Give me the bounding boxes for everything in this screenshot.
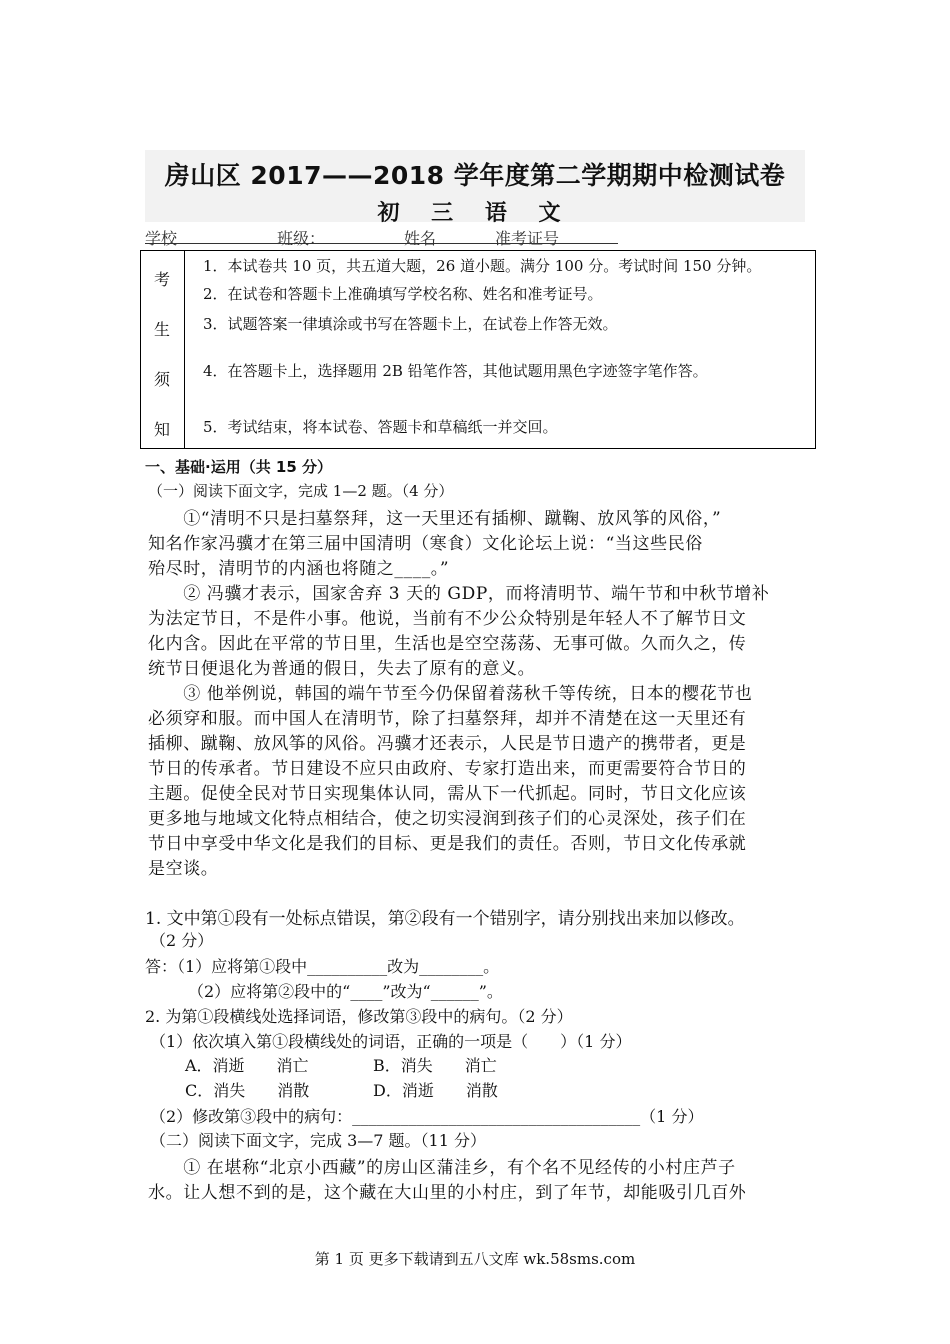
- notice-item: 5．考试结束，将本试卷、答题卡和草稿纸一并交回。: [203, 418, 558, 436]
- passage-line: ② 冯骥才表示，国家舍弃 3 天的 GDP，而将清明节、端午节和中秋节增补: [148, 584, 770, 604]
- part-intro: （二）阅读下面文字，完成 3—7 题。（11 分）: [150, 1131, 486, 1150]
- passage-line: 知名作家冯骥才在第三届中国清明（寒食）文化论坛上说：“当这些民俗: [148, 534, 703, 554]
- question-2-sub-1: （1）依次填入第①段横线处的词语，正确的一项是（ ）（1 分）: [150, 1032, 632, 1051]
- notice-char: 生: [153, 320, 170, 339]
- question-1: 1. 文中第①段有一处标点错误，第②段有一个错别字，请分别找出来加以修改。: [145, 909, 745, 929]
- passage-line: 水。让人想不到的是，这个藏在大山里的小村庄，到了年节，却能吸引几百外: [148, 1183, 747, 1203]
- passage-line: 殆尽时，清明节的内涵也将随之____。”: [148, 559, 450, 579]
- part-intro: （一）阅读下面文字，完成 1—2 题。（4 分）: [148, 482, 454, 500]
- passage-line: 统节日便退化为普通的假日，失去了原有的意义。: [148, 659, 536, 679]
- passage-line: 主题。促使全民对节日实现集体认同，需从下一代抓起。同时，节日文化应该: [148, 784, 747, 804]
- exam-title: 房山区 2017——2018 学年度第二学期期中检测试卷: [164, 161, 786, 190]
- passage-line: ① 在堪称“北京小西藏”的房山区蒲洼乡，有个名不见经传的小村庄芦子: [148, 1158, 736, 1178]
- name-label: 姓名: [404, 229, 437, 248]
- option-b: B．消失 消亡: [373, 1056, 497, 1075]
- question-2: 2. 为第①段横线处选择词语，修改第③段中的病句。（2 分）: [145, 1007, 573, 1026]
- school-label: 学校: [145, 229, 178, 248]
- notice-item: 4．在答题卡上，选择题用 2B 铅笔作答，其他试题用黑色字迹签字笔作答。: [203, 362, 708, 380]
- exam-subtitle: 初 三 语 文: [377, 201, 573, 226]
- passage-line: 化内含。因此在平常的节日里，生活也是空空荡荡、无事可做。久而久之，传: [148, 634, 747, 654]
- notice-divider: [184, 251, 185, 448]
- question-1-answer-2: （2）应将第②段中的“____”改为“______”。: [188, 982, 503, 1001]
- passage-line: 更多地与地域文化特点相结合，使之切实浸润到孩子们的心灵深处，孩子们在: [148, 809, 747, 829]
- passage-line: 是空谈。: [148, 859, 219, 879]
- info-underline: [145, 243, 618, 244]
- page-footer: 第 1 页 更多下载请到五八文库 wk.58sms.com: [314, 1250, 636, 1268]
- notice-char: 须: [153, 370, 170, 389]
- question-1-score: （2 分）: [150, 931, 214, 950]
- option-d: D．消逝 消散: [373, 1081, 498, 1100]
- exam-id-label: 准考证号: [495, 229, 560, 248]
- option-c: C．消失 消散: [185, 1081, 310, 1100]
- passage-line: 必须穿和服。而中国人在清明节，除了扫墓祭拜，却并不清楚在这一天里还有: [148, 709, 747, 729]
- passage-line: ③ 他举例说，韩国的端午节至今仍保留着荡秋千等传统，日本的樱花节也: [148, 684, 753, 704]
- notice-item: 1．本试卷共 10 页，共五道大题，26 道小题。满分 100 分。考试时间 150 分钟。: [203, 257, 762, 275]
- notice-char: 知: [153, 420, 170, 439]
- question-1-answer-1: 答：（1）应将第①段中__________改为________。: [145, 957, 500, 976]
- section-heading: 一、基础·运用（共 15 分）: [145, 458, 333, 476]
- notice-char: 考: [153, 270, 170, 289]
- passage-line: ①“清明不只是扫墓祭拜，这一天里还有插柳、蹴鞠、放风筝的风俗，”: [148, 509, 722, 529]
- notice-item: 2．在试卷和答题卡上准确填写学校名称、姓名和准考证号。: [203, 285, 603, 303]
- question-2-sub-2: （2）修改第③段中的病句：____________________________________（1 分）: [150, 1107, 704, 1126]
- class-label: 班级：: [277, 229, 326, 248]
- passage-line: 节日的传承者。节日建设不应只由政府、专家打造出来，而更需要符合节日的: [148, 759, 747, 779]
- passage-line: 插柳、蹴鞠、放风筝的风俗。冯骥才还表示，人民是节日遗产的携带者，更是: [148, 734, 747, 754]
- notice-item: 3．试题答案一律填涂或书写在答题卡上，在试卷上作答无效。: [203, 315, 618, 333]
- option-a: A．消逝 消亡: [185, 1056, 309, 1075]
- passage-line: 节日中享受中华文化是我们的目标、更是我们的责任。否则，节日文化传承就: [148, 834, 747, 854]
- candidate-notice-box: [140, 250, 816, 449]
- passage-line: 为法定节日，不是件小事。他说，当前有不少公众特别是年轻人不了解节日文: [148, 609, 747, 629]
